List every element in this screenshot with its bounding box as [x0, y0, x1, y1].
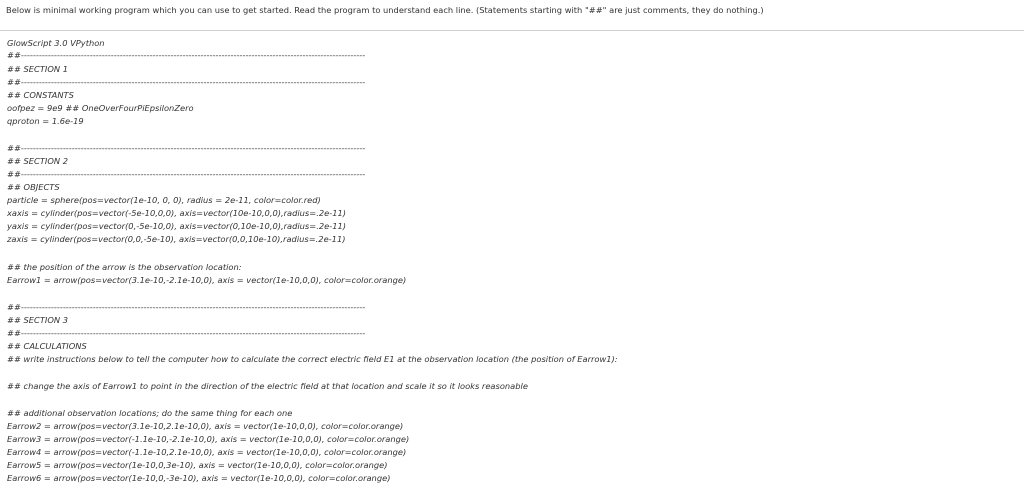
code-line: ##-------------------------------------------------------------------------------------------------------------------	[7, 169, 366, 179]
code-line: ##-------------------------------------------------------------------------------------------------------------------	[7, 50, 366, 60]
code-line: Earrow4 = arrow(pos=vector(-1.1e-10,2.1e-10,0), axis = vector(1e-10,0,0), color=color.orange)	[7, 447, 407, 457]
code-line: ## SECTION 3	[7, 315, 69, 325]
code-line: yaxis = cylinder(pos=vector(0,-5e-10,0), axis=vector(0,10e-10,0),radius=.2e-11)	[7, 221, 347, 231]
code-line: ##-------------------------------------------------------------------------------------------------------------------	[7, 328, 366, 338]
code-line: ## CALCULATIONS	[7, 341, 87, 351]
code-line: ## CONSTANTS	[7, 90, 74, 100]
code-line: ## SECTION 2	[7, 156, 69, 166]
code-line: ## OBJECTS	[7, 182, 60, 192]
code-line: oofpez = 9e9 ## OneOverFourPiEpsilonZero	[7, 103, 194, 113]
code-block	[7, 0, 1017, 490]
code-line: Earrow1 = arrow(pos=vector(3.1e-10,-2.1e-10,0), axis = vector(1e-10,0,0), color=color.orange)	[7, 275, 407, 285]
code-line: qproton = 1.6e-19	[7, 116, 84, 126]
code-line: ##-------------------------------------------------------------------------------------------------------------------	[7, 143, 366, 153]
code-line: ##-------------------------------------------------------------------------------------------------------------------	[7, 302, 366, 312]
code-line: Earrow3 = arrow(pos=vector(-1.1e-10,-2.1e-10,0), axis = vector(1e-10,0,0), color=color.orange)	[7, 434, 410, 444]
code-line: Earrow2 = arrow(pos=vector(3.1e-10,2.1e-10,0), axis = vector(1e-10,0,0), color=color.orange)	[7, 421, 404, 431]
code-line: ## write instructions below to tell the computer how to calculate the correct electric field E1 at the observation location (the position of Earrow1):	[7, 354, 618, 364]
code-line: Earrow6 = arrow(pos=vector(1e-10,0,-3e-10), axis = vector(1e-10,0,0), color=color.orange)	[7, 473, 391, 483]
code-line: ## additional observation locations; do the same thing for each one	[7, 408, 293, 418]
code-line: GlowScript 3.0 VPython	[7, 38, 105, 48]
instructions-text: Below is minimal working program which you can use to get started. Read the program to understand each line. (Statements starting with "##" are just comments, they do nothing.)	[6, 5, 764, 15]
code-line: Earrow5 = arrow(pos=vector(1e-10,0,3e-10), axis = vector(1e-10,0,0), color=color.orange)	[7, 460, 388, 470]
code-line: particle = sphere(pos=vector(1e-10, 0, 0), radius = 2e-11, color=color.red)	[7, 195, 321, 205]
code-line: ## change the axis of Earrow1 to point in the direction of the electric field at that location and scale it so it looks reasonable	[7, 381, 528, 391]
code-line: ## SECTION 1	[7, 64, 69, 74]
code-line: xaxis = cylinder(pos=vector(-5e-10,0,0), axis=vector(10e-10,0,0),radius=.2e-11)	[7, 208, 347, 218]
code-line: zaxis = cylinder(pos=vector(0,0,-5e-10), axis=vector(0,0,10e-10),radius=.2e-11)	[7, 234, 346, 244]
code-line: ##-------------------------------------------------------------------------------------------------------------------	[7, 77, 366, 87]
code-line: ## the position of the arrow is the observation location:	[7, 262, 242, 272]
